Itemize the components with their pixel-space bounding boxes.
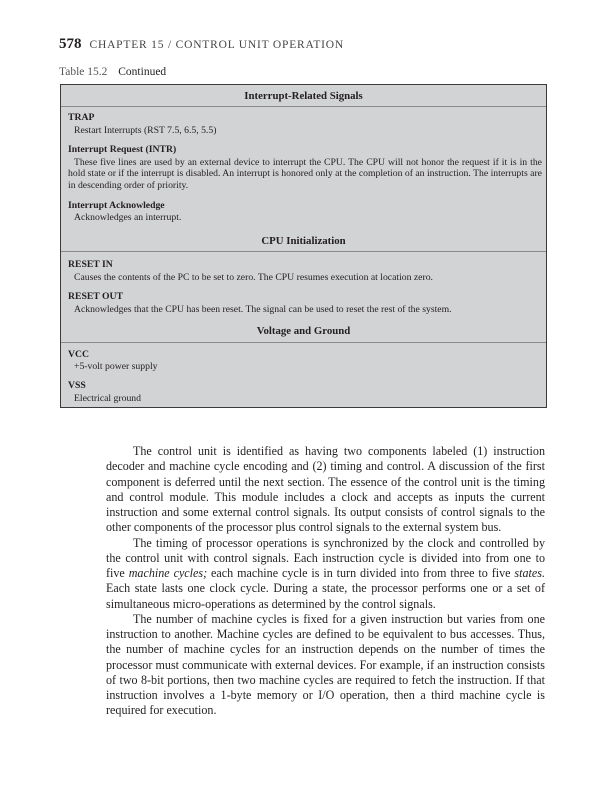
table-caption-text: Continued xyxy=(118,66,167,78)
signal-name-trap: TRAP xyxy=(68,112,95,123)
signal-name-intr: Interrupt Request (INTR) xyxy=(68,144,177,155)
signal-desc-vcc: +5-volt power supply xyxy=(74,361,158,372)
chapter-title: CHAPTER 15 / CONTROL UNIT OPERATION xyxy=(89,39,344,51)
signal-desc-vss: Electrical ground xyxy=(74,393,141,404)
signal-name-vcc: VCC xyxy=(68,349,89,360)
signal-name-reset-out: RESET OUT xyxy=(68,291,124,302)
page-number: 578 xyxy=(59,36,82,52)
section-divider xyxy=(61,106,546,107)
signal-desc-trap: Restart Interrupts (RST 7.5, 6.5, 5.5) xyxy=(74,125,217,136)
signal-name-vss: VSS xyxy=(68,380,86,391)
term-states: states. xyxy=(514,566,545,580)
signal-desc-reset-in: Causes the contents of the PC to be set to zero. The CPU resumes execution at location zero. xyxy=(74,272,433,283)
body-text xyxy=(106,444,545,719)
paragraph-1: The control unit is identified as having two components labeled (1) instruction decoder and machine cycle encoding and (2) timing and control. A discussion of the first component is deferred until the next section. The essence of the control unit is the timing and control module. This module includes a clock and accepts as inputs the current instruction and some external control signals. Its output consists of control signals to the other components of the processor plus control signals to the external system bus. xyxy=(106,444,545,535)
term-machine-cycles: machine cycles; xyxy=(128,566,208,580)
paragraph-2 xyxy=(106,536,545,612)
running-header xyxy=(59,36,344,53)
signal-name-reset-in: RESET IN xyxy=(68,259,113,270)
section-title-interrupt: Interrupt-Related Signals xyxy=(244,90,363,102)
table-label: Table 15.2 xyxy=(59,66,108,78)
table-caption xyxy=(59,66,166,78)
section-title-cpu-init: CPU Initialization xyxy=(261,235,346,247)
paragraph-3: The number of machine cycles is fixed for a given instruction but varies from one instruction to another. Machine cycles are defined to be equivalent to bus accesses. Thus, the number of machine cycles for an instruction depends on the number of times the processor must communicate with external devices. For example, if an instruction consists of two 8-bit portions, then two machine cycles are required to fetch the instruction. If that instruction involves a 1-byte memory or I/O operation, then a third machine cycle is required for execution. xyxy=(106,611,545,718)
paragraph-2-part-b: each machine cycle is in turn divided into from three to five xyxy=(207,566,515,580)
signals-table xyxy=(60,84,547,408)
signal-desc-intr: These five lines are used by an external device to interrupt the CPU. The CPU will not honor the request if it is in the hold state or if the interrupt is disabled. An interrupt is honored only at the completion of an instruction. The interrupts are in descending order of priority. xyxy=(68,157,542,191)
signal-name-ack: Interrupt Acknowledge xyxy=(68,200,165,211)
section-title-voltage: Voltage and Ground xyxy=(256,325,351,337)
section-divider xyxy=(61,342,546,343)
paragraph-2-part-c: Each state lasts one clock cycle. During a state, the processor performs one or a set of simultaneous micro-operations as determined by the control signals. xyxy=(106,581,545,611)
section-divider xyxy=(61,251,546,252)
paragraph-2-part-a: The timing of processor operations is synchronized by the clock and controlled by the control unit with control signals. Each instruction cycle is divided into from one to five xyxy=(106,535,545,580)
signal-desc-ack: Acknowledges an interrupt. xyxy=(74,212,182,223)
signal-desc-reset-out: Acknowledges that the CPU has been reset. The signal can be used to reset the rest of the system. xyxy=(74,304,452,315)
